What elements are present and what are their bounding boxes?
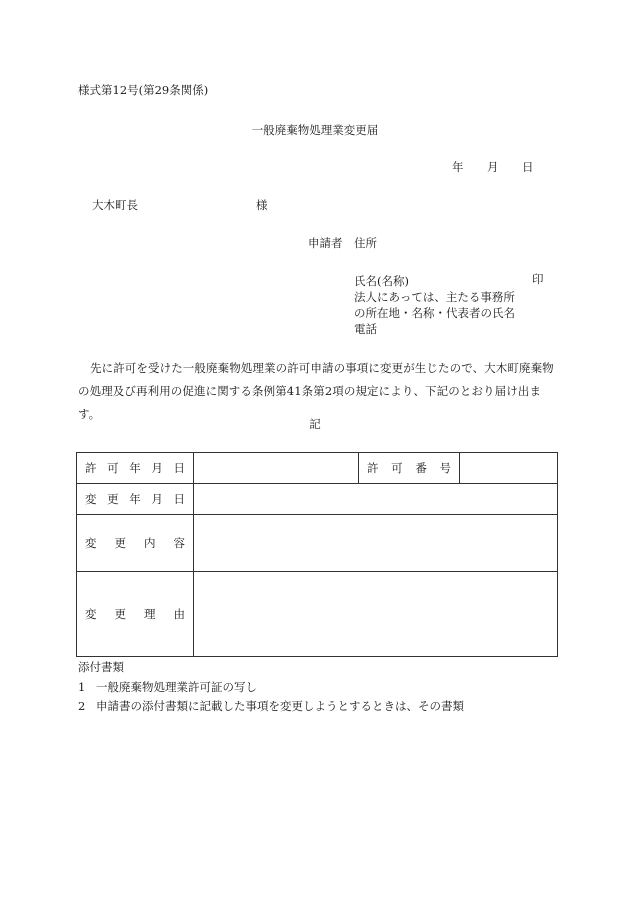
- attachments-title: 添付書類: [78, 660, 124, 674]
- permit-date-label: 許可年月日: [77, 453, 194, 484]
- body-paragraph: 先に許可を受けた一般廃棄物処理業の許可申請の事項に変更が生じたので、大木町廃棄物の処理及び再利用の促進に関する条例第41条第2項の規定により、下記のとおり届け出ます。: [78, 361, 554, 421]
- attachment-number: 1: [78, 680, 86, 694]
- corp-note-line-2: の所在地・名称・代表者の氏名: [354, 306, 515, 320]
- change-content-field[interactable]: [194, 515, 558, 572]
- attachment-item: [78, 700, 464, 714]
- date-day-label: 日: [522, 160, 534, 174]
- form-number: 様式第12号(第29条関係): [78, 83, 209, 97]
- change-content-label: 変更内容: [77, 515, 194, 572]
- attachment-text: 申請書の添付書類に記載した事項を変更しようとするときは、その書類: [96, 699, 464, 713]
- applicant-name-block: [354, 273, 515, 337]
- change-reason-label: 変更理由: [77, 572, 194, 657]
- permit-number-label: 許可番号: [359, 453, 460, 484]
- ki-heading: 記: [309, 417, 321, 431]
- table-row-permit: [77, 453, 558, 484]
- permit-date-field[interactable]: [194, 453, 359, 484]
- table-row-change-reason: [77, 572, 558, 657]
- table-row-change-date: [77, 484, 558, 515]
- attachment-text: 一般廃棄物処理業許可証の写し: [96, 680, 257, 694]
- date-month-label: 月: [487, 160, 499, 174]
- permit-number-field[interactable]: [460, 453, 558, 484]
- applicant-address-label: 住所: [354, 236, 377, 250]
- corp-note-line-1: 法人にあっては、主たる事務所: [354, 290, 515, 304]
- phone-label: 電話: [354, 322, 377, 336]
- change-date-field[interactable]: [194, 484, 558, 515]
- seal-mark: 印: [532, 272, 544, 286]
- change-form-table: [76, 452, 558, 657]
- table-row-change-content: [77, 515, 558, 572]
- attachment-item: [78, 681, 257, 695]
- date-year-label: 年: [452, 160, 464, 174]
- applicant-name-label: 氏名(名称): [354, 274, 409, 288]
- attachment-number: 2: [78, 699, 86, 713]
- document-title: 一般廃棄物処理業変更届: [251, 123, 379, 137]
- addressee-name: 大木町長: [92, 198, 138, 212]
- applicant-label: 申請者: [308, 236, 343, 250]
- addressee-honorific: 様: [256, 198, 268, 212]
- change-reason-field[interactable]: [194, 572, 558, 657]
- change-date-label: 変更年月日: [77, 484, 194, 515]
